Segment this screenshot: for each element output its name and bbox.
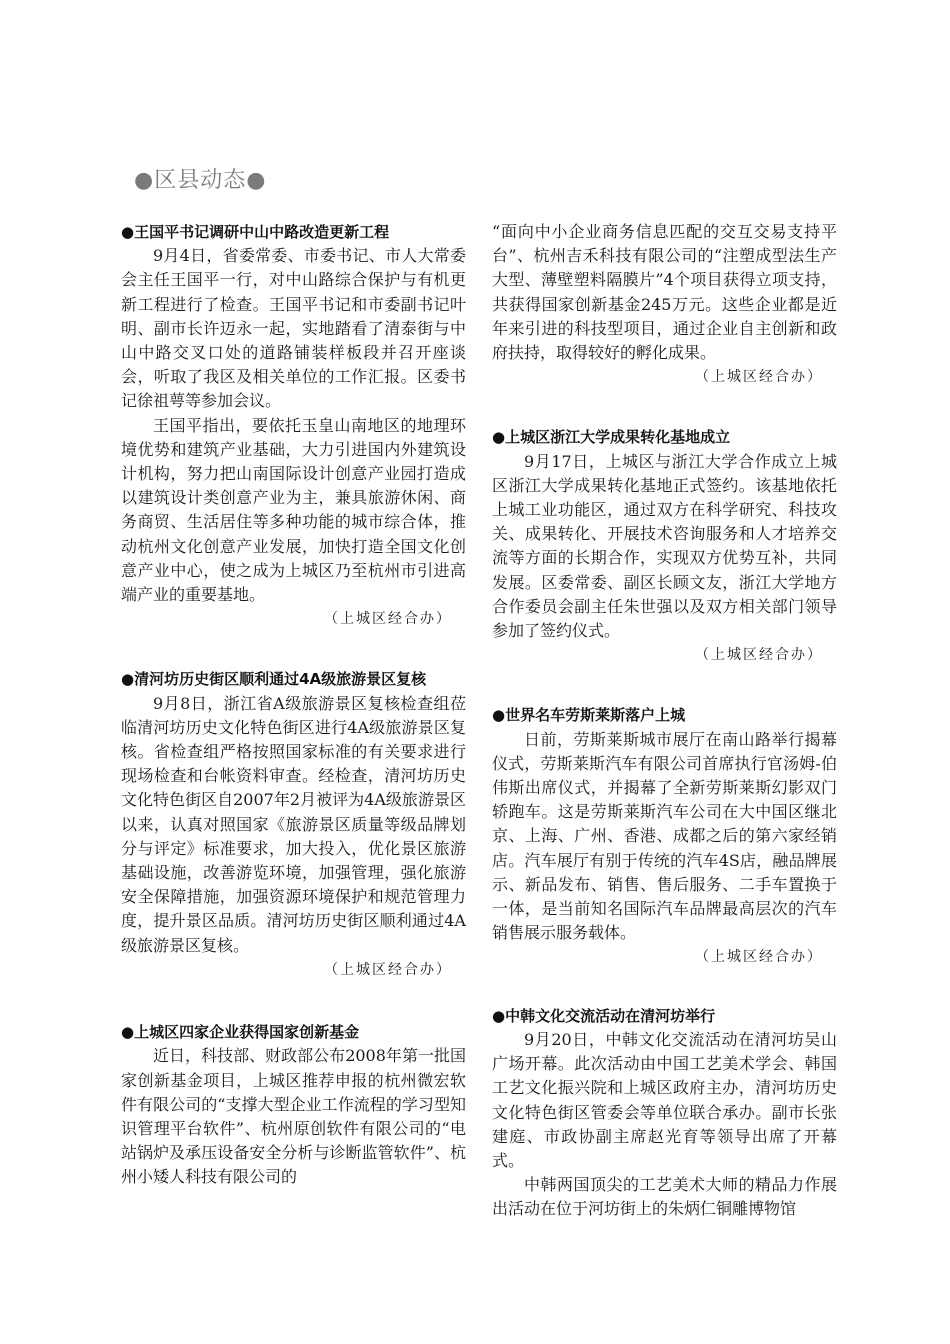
article-headline: ●清河坊历史街区顺利通过4A级旅游景区复核 — [121, 670, 427, 689]
article-wang-guoping — [121, 220, 466, 631]
article-headline: ●上城区浙江大学成果转化基地成立 — [492, 428, 731, 447]
right-column — [492, 220, 837, 1222]
article-paragraph: 9月4日，省委常委、市委书记、市人大常委会主任王国平一行，对中山路综合保护与有机更新工程进行了检查。王国平书记和市委副书记叶明、副市长许迈永一起，实地踏看了清泰街与中山中路交叉口处的道路铺装样板段并召开座谈会，听取了我区及相关单位的工作汇报。区委书记徐祖萼等参加会议。 — [121, 246, 466, 411]
article-headline: ●世界名车劳斯莱斯落户上城 — [492, 706, 686, 725]
article-paragraph: 近日，科技部、财政部公布2008年第一批国家创新基金项目，上城区推荐申报的杭州微宏软件有限公司的“支撑大型企业工作流程的学习型知识管理平台软件”、杭州原创软件有限公司的“电站锅炉及承压设备安全分析与诊断监管软件”、杭州小矮人科技有限公司的 — [121, 1046, 466, 1187]
article-source: （上城区经合办） — [695, 949, 823, 966]
article-source: （上城区经合办） — [695, 369, 823, 386]
article-rolls-royce — [492, 703, 837, 969]
article-paragraph: 日前，劳斯莱斯城市展厅在南山路举行揭幕仪式，劳斯莱斯汽车有限公司首席执行官汤姆-伯伟斯出席仪式，并揭幕了全新劳斯莱斯幻影双门轿跑车。这是劳斯莱斯汽车公司在大中国区继北京、上海、广州、香港、成都之后的第六家经销店。汽车展厅有别于传统的汽车4S店，融品牌展示、新品发布、销售、售后服务、二手车置换于一体，是当前知名国际汽车品牌最高层次的汽车销售展示服务载体。 — [492, 729, 837, 943]
article-qinghefang-4a — [121, 667, 466, 982]
article-paragraph: 9月8日，浙江省A级旅游景区复核检查组莅临清河坊历史文化特色街区进行4A级旅游景区复核。省检查组严格按照国家标准的有关要求进行现场检查和台帐资料审查。经检查，清河坊历史文化特色街区自2007年2月被评为4A级旅游景区以来，认真对照国家《旅游景区质量等级品牌划分与评定》标准要求，加大投入，优化景区旅游基础设施，改善游览环境，加强管理，强化旅游安全保障措施，加强资源环境保护和规范管理力度，提升景区品质。清河坊历史街区顺利通过4A级旅游景区复核。 — [121, 693, 466, 955]
section-title: ●区县动态● — [134, 168, 267, 193]
article-china-korea-culture — [492, 1004, 837, 1222]
article-innovation-fund-continued — [492, 220, 837, 389]
left-column — [121, 220, 466, 1190]
article-paragraph: 中韩两国顶尖的工艺美术大师的精品力作展出活动在位于河坊街上的朱炳仁铜雕博物馆 — [492, 1175, 837, 1219]
article-zju-base — [492, 425, 837, 667]
article-paragraph: 9月20日，中韩文化交流活动在清河坊吴山广场开幕。此次活动由中国工艺美术学会、韩国工艺文化振兴院和上城区政府主办，清河坊历史文化特色街区管委会等单位联合承办。副市长张建庭、市政协副主席赵光育等领导出席了开幕式。 — [492, 1029, 837, 1170]
article-innovation-fund — [121, 1020, 466, 1189]
article-source: （上城区经合办） — [695, 647, 823, 664]
article-source: （上城区经合办） — [324, 611, 452, 628]
article-source: （上城区经合办） — [324, 961, 452, 978]
article-headline: ●中韩文化交流活动在清河坊举行 — [492, 1006, 716, 1025]
article-paragraph: “面向中小企业商务信息匹配的交互交易支持平台”、杭州吉禾科技有限公司的“注塑成型法生产大型、薄壁塑料隔膜片”4个项目获得立项支持，共获得国家创新基金245万元。这些企业都是近年来引进的科技型项目，通过企业自主创新和政府扶持，取得较好的孵化成果。 — [492, 222, 837, 363]
article-headline: ●上城区四家企业获得国家创新基金 — [121, 1023, 360, 1042]
article-headline: ●王国平书记调研中山中路改造更新工程 — [121, 223, 390, 241]
article-paragraph: 王国平指出，要依托玉皇山南地区的地理环境优势和建筑产业基础，大力引进国内外建筑设计机构，努力把山南国际设计创意产业园打造成以建筑设计类创意产业为主，兼具旅游休闲、商务商贸、生活居住等多种功能的城市综合体，推动杭州文化创意产业发展，加快打造全国文化创意产业中心，使之成为上城区乃至杭州市引进高端产业的重要基地。 — [121, 415, 466, 605]
article-paragraph: 9月17日，上城区与浙江大学合作成立上城区浙江大学成果转化基地正式签约。该基地依托上城工业功能区，通过双方在科学研究、科技攻关、成果转化、开展技术咨询服务和人才培养交流等方面的长期合作，实现双方优势互补，共同发展。区委常委、副区长顾文友，浙江大学地方合作委员会副主任朱世强以及双方相关部门领导参加了签约仪式。 — [492, 451, 837, 641]
